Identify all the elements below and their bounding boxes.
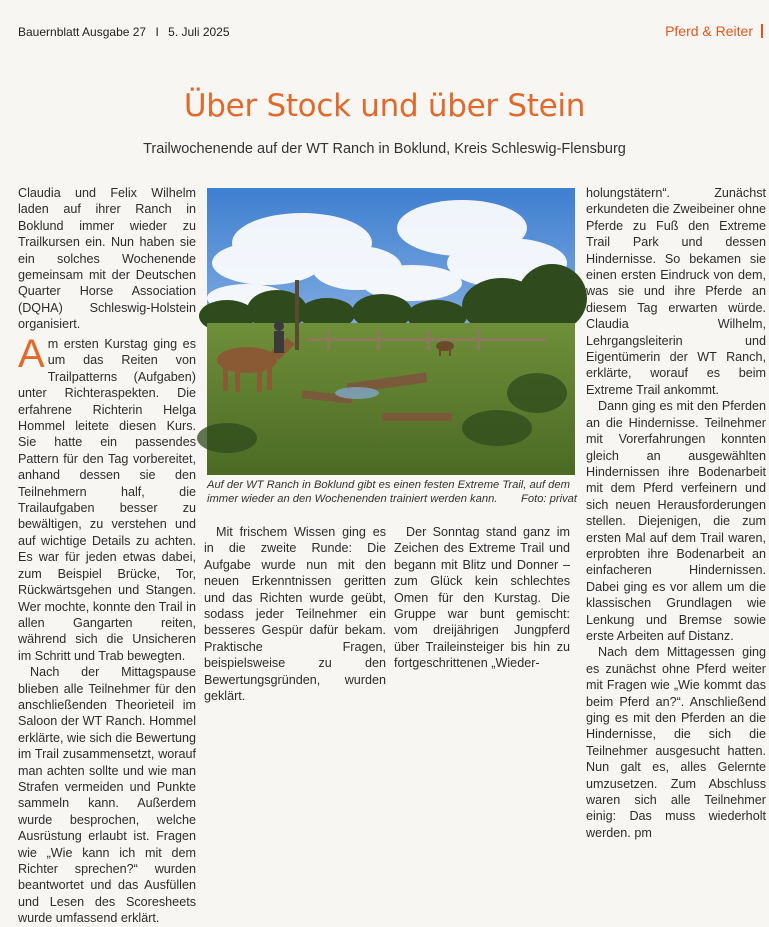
paragraph-2: Nach der Mittagspause blieben alle Teilnehmer für den anschließenden Theorieteil im Saloon der WT Ranch. Hommel erklärte, wie sich die Bewertung im Trail zusammensetzt, worauf man achten sollte und wie man Strafen vermeiden und Punkte sammeln kann. Außerdem wurde besprochen, welche Ausrüstung erlaubt ist. Fragen wie „Wie kann ich mit dem Richter sprechen?“ wurden beantwortet und das Ausfüllen und Lesen des Scoresheets wurde umfassend erklärt. xyxy=(18,665,196,926)
column-1 xyxy=(18,332,196,926)
paragraph-1 xyxy=(18,332,196,664)
paragraph-1-text: m ersten Kurstag ging es um das Reiten von Trailpatterns (Aufgaben) unter Richteraspekten. Die erfahrene Richterin Helga Hommel leitete diesen Kurs. Sie hatte ein passendes Pattern für den Tag vorbereitet, anhand dessen sie den Teilnehmern half, die Trailaufgaben besser zu bewältigen, zu verstehen und auf wichtige Details zu achten. Es war für jeden etwas dabei, zum Beispiel Brücke, Tor, Rückwärtsgehen und Stangen. Wer mochte, konnte den Trail in allen Gangarten reiten, während sich die Unsicheren im Schritt und Trab bewegten. xyxy=(18,337,196,663)
wooden-post xyxy=(295,280,299,350)
paragraph-5: Dann ging es mit den Pferden an die Hindernisse. Teilnehmer mit Vorerfahrungen konnten gleich an ausgewählten Hindernissen ihre Bodenarbeit mit dem Pferd verfeinern und sich neuen Herausforderungen stellen. Diejenigen, die zum ersten Mal auf dem Trail waren, erprobten ihre Bodenarbeit an einfacheren Hindernissen. Dabei ging es vor allem um die klassischen Grundlagen wie Lenkung und Bremse sowie erste Arbeiten auf Distanz. xyxy=(586,399,766,643)
subheadline: Trailwochenende auf der WT Ranch in Boklund, Kreis Schleswig-Flensburg xyxy=(143,141,626,157)
photo-credit: Foto: privat xyxy=(521,493,577,505)
paragraph-4-continued: holungstätern“. Zunächst erkundeten die Zweibeiner ohne Pferde zu Fuß den Extreme Trail Park und dessen Hindernisse. So bekamen sie einen ersten Eindruck von dem, was sie und ihre Pferde an diesem Tag erwarten würde. Claudia Wilhelm, Lehrgangsleiterin und Eigentümerin der WT Ranch, erklärte, worauf es beim Extreme Trail ankommt. xyxy=(586,186,766,397)
caption-text: Auf der WT Ranch in Boklund gibt es einen festen Extreme Trail, auf dem immer wieder an den Wochenenden trainiert werden kann. xyxy=(207,479,570,505)
headline: Über Stock und über Stein xyxy=(183,88,586,124)
drop-cap: A xyxy=(18,332,45,376)
handler xyxy=(274,321,284,353)
paragraph-6-text: Nach dem Mittagessen ging es zunächst ohne Pferd weiter mit Fragen wie „Wie kommt das beim Pferd an?“. Anschließend ging es mit den Pferden an die Hindernisse, die sich die Teilnehmer ausgesucht hatten. Nun galt es, alles Gelernte umzusetzen. Zum Abschluss waren sich alle Teilnehmer einig: Das muss wiederholt werden. xyxy=(586,645,766,840)
issue-line xyxy=(18,25,230,39)
intro-column xyxy=(18,185,196,333)
water-puddle xyxy=(335,387,379,399)
column-2 xyxy=(204,524,386,704)
section-label xyxy=(665,23,763,39)
article-photo xyxy=(207,188,575,475)
column-3 xyxy=(394,524,570,672)
column-4 xyxy=(586,185,766,841)
intro-paragraph: Claudia und Felix Wilhelm laden auf ihrer Ranch in Boklund immer wieder zu Trailkursen ein. Nun haben sie ein solches Wochenende gemeinsam mit der Deutschen Quarter Horse Association (DQHA) Schleswig-Holstein organisiert. xyxy=(18,186,196,332)
section-name: Pferd & Reiter xyxy=(665,23,753,39)
issue-separator: I xyxy=(155,25,159,39)
issue-name: Bauernblatt Ausgabe 27 xyxy=(18,25,147,39)
paragraph-4: Der Sonntag stand ganz im Zeichen des Extreme Trail und begann mit Blitz und Donner – zum Glück kein schlechtes Omen für den Kurstag. Die Gruppe war bunt gemischt: vom dreijährigen Jungpferd über Traileinsteiger bis hin zu fortgeschrittenen „Wieder- xyxy=(394,525,570,671)
issue-date: 5. Juli 2025 xyxy=(168,25,230,39)
paragraph-6 xyxy=(586,644,766,841)
photo-caption xyxy=(207,478,577,506)
ranch-photo-illustration xyxy=(207,188,575,475)
section-bar xyxy=(761,24,763,38)
author-initials: pm xyxy=(634,825,652,840)
page-header xyxy=(0,0,769,44)
page-footer-strip xyxy=(0,722,769,731)
paragraph-3: Mit frischem Wissen ging es in die zweite Runde: Die Aufgabe wurde nun mit den neuen Erkenntnissen geritten und das Richten wurde geübt, sodass jeder Teilnehmer ein besseres Gespür dafür bekam. Praktische Fragen, beispielsweise zu den Bewertungsgründen, wurden geklärt. xyxy=(204,525,386,704)
